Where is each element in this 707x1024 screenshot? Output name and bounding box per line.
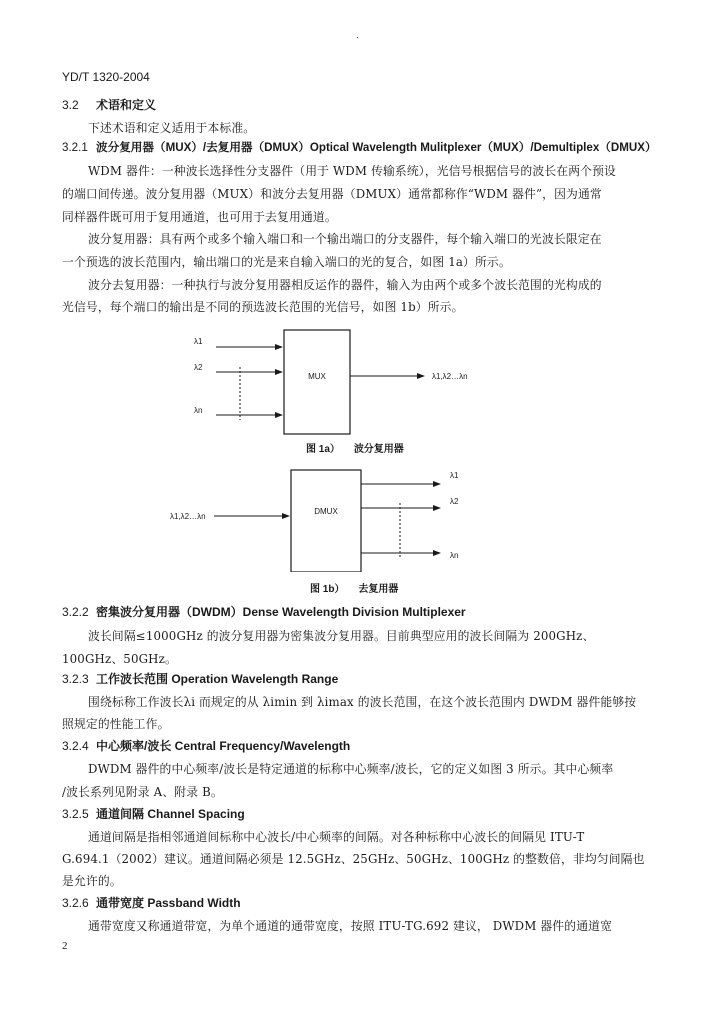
mux-box [284, 330, 350, 434]
section-number: 3.2 [62, 98, 79, 112]
caption-number: 图 1a） [306, 444, 340, 455]
output-label: λ1 [450, 471, 459, 480]
paragraph-line: 通带宽度又称通道带宽，为单个通道的通带宽度，按照 ITU-TG.692 建议， DWDM 器件的通道宽 [88, 919, 613, 933]
input-label: λ1 [194, 337, 203, 346]
dmux-label: DMUX [314, 507, 338, 516]
output-label: λ2 [450, 497, 459, 506]
caption-number: 图 1b） [310, 584, 345, 595]
figure-1a-mux-diagram [0, 320, 707, 460]
input-label: λn [194, 406, 203, 415]
paragraph-line: G.694.1（2002）建议。通道间隔必须是 12.5GHz、25GHz、50GHz、100GHz 的整数倍，非均匀间隔也 [62, 852, 645, 866]
output-label: λ1,λ2…λn [432, 372, 468, 381]
figure-1b-caption [310, 580, 398, 595]
paragraph-line: 波长间隔≤1000GHz 的波分复用器为密集波分复用器。目前典型应用的波长间隔为 200GHz、 [88, 629, 595, 643]
caption-text: 波分复用器 [353, 444, 404, 455]
term-title: 工作波长范围 Operation Wavelength Range [96, 672, 339, 686]
top-mark: ˎ [356, 28, 360, 39]
paragraph-line: 围绕标称工作波长λi 而规定的从 λimin 到 λimax 的波长范围，在这个波长范围内 DWDM 器件能够按 [88, 695, 637, 709]
paragraph-line: 波分去复用器：一种执行与波分复用器相反运作的器件，输入为由两个或多个波长范围的光构成的 [88, 278, 602, 292]
term-number: 3.2.1 [62, 141, 88, 154]
mux-label: MUX [308, 372, 326, 381]
dmux-box [291, 470, 361, 572]
term-number: 3.2.5 [62, 807, 89, 821]
section-intro: 下述术语和定义适用于本标准。 [88, 121, 256, 135]
paragraph-line: 的端口间传递。波分复用器（MUX）和波分去复用器（DMUX）通常都称作“WDM 器件”，因为通常 [62, 187, 602, 201]
term-heading [62, 603, 466, 620]
term-number: 3.2.2 [62, 605, 89, 619]
term-number: 3.2.6 [62, 896, 89, 910]
caption-text: 去复用器 [358, 584, 399, 595]
paragraph-line: 通道间隔是指相邻通道间标称中心波长/中心频率的间隔。对各种标称中心波长的间隔见 ITU-T [88, 830, 585, 844]
input-label: λ1,λ2…λn [170, 512, 206, 521]
page-number: 2 [62, 940, 68, 952]
term-number: 3.2.4 [62, 739, 89, 753]
figure-1a-caption [306, 440, 404, 455]
term-heading [62, 805, 245, 822]
paragraph-line: DWDM 器件的中心频率/波长是特定通道的标称中心频率/波长，它的定义如图 3 所示。其中心频率 [88, 762, 614, 776]
paragraph-line: 照规定的性能工作。 [62, 717, 170, 731]
term-title: 中心频率/波长 Central Frequency/Wavelength [96, 739, 351, 753]
term-heading [62, 139, 657, 155]
input-label: λ2 [194, 363, 203, 372]
paragraph-line: 光信号，每个端口的输出是不同的预选波长范围的光信号，如图 1b）所示。 [62, 300, 464, 314]
term-heading [62, 737, 350, 754]
paragraph-line: /波长系列见附录 A、附录 B。 [62, 785, 223, 799]
paragraph-line: WDM 器件：一种波长选择性分支器件（用于 WDM 传输系统），光信号根据信号的波长在两个预设 [88, 164, 617, 178]
paragraph-line: 是允许的。 [62, 874, 122, 888]
term-title: 密集波分复用器（DWDM）Dense Wavelength Division Multiplexer [96, 605, 466, 619]
paragraph-line: 波分复用器：具有两个或多个输入端口和一个输出端口的分支器件，每个输入端口的光波长限定在 [88, 232, 602, 246]
section-heading [62, 96, 156, 113]
term-heading [62, 894, 241, 911]
figure-1b-dmux-diagram [0, 462, 707, 572]
section-title: 术语和定义 [96, 98, 157, 112]
term-title: 通道间隔 Channel Spacing [96, 807, 245, 821]
term-number: 3.2.3 [62, 672, 89, 686]
term-title: 通带宽度 Passband Width [96, 896, 241, 910]
term-heading [62, 670, 338, 687]
term-title: 波分复用器（MUX）/去复用器（DMUX）Optical Wavelength Mulitplexer（MUX）/Demultiplex（DMUX） [96, 141, 657, 154]
output-label: λn [450, 551, 459, 560]
paragraph-line: 100GHz、50GHz。 [62, 652, 177, 666]
standard-code: YD/T 1320-2004 [62, 70, 150, 84]
paragraph-line: 同样器件既可用于复用通道，也可用于去复用通道。 [62, 210, 337, 224]
paragraph-line: 一个预选的波长范围内，输出端口的光是来自输入端口的光的复合，如图 1a）所示。 [62, 255, 511, 269]
